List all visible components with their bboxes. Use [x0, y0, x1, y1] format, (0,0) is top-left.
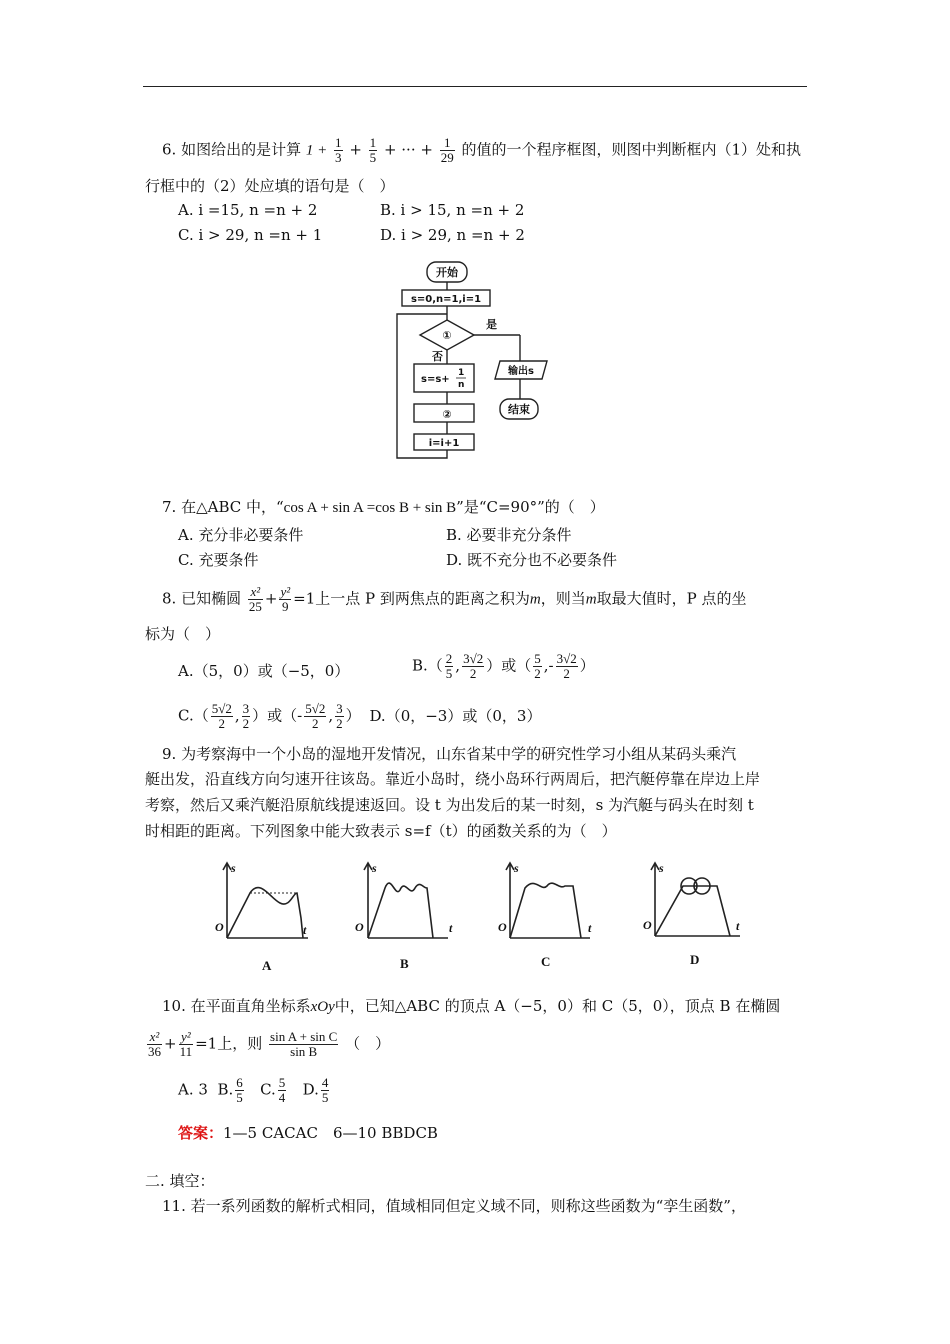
graph-d-t-label: t [736, 919, 740, 933]
q8-stem-e: 标为（ ） [145, 625, 221, 643]
q9-line-2: 艇出发，沿直线方向匀速开往该岛。靠近小岛时，绕小岛环行两周后，把汽艇停靠在岸边上岸 [145, 770, 761, 788]
graph-c-s-label: s [514, 861, 519, 875]
q7-option-c: C. 充要条件 [178, 551, 259, 569]
q6-option-a: A. i =15, n =n + 2 [178, 201, 318, 219]
section-2-title: 二. 填空： [145, 1172, 215, 1190]
q6-expr-one: 1 + [305, 142, 328, 159]
header-rule [143, 86, 807, 87]
q8-frac-y: $\frac{\text{y²}}{9}$ [280, 584, 291, 614]
flow-assign-frac-d: n [458, 380, 465, 390]
q6-stem: 6. 如图给出的是计算 1 + $\frac{1}{3}$ + $\frac{1}{5}$ + ··· + $\frac{1}{29}$ 的值的一个程序框图，则图中判断框内（1）处和执 [162, 135, 802, 165]
q6-option-c: C. i > 29, n =n + 1 [178, 226, 323, 244]
flow-incr-text: i=i+1 [428, 438, 460, 449]
graph-d-caption: D [690, 952, 700, 967]
answer-text: 1—5 CACAC 6—10 BBDCB [223, 1124, 438, 1142]
q7-option-d: D. 既不充分也不必要条件 [446, 551, 618, 569]
graph-c-origin: O [498, 920, 507, 934]
flow-assign-frac-n: 1 [458, 368, 465, 378]
graph-d [651, 863, 740, 936]
q8-stem: 8. 已知椭圆 $\frac{\text{x²}}{25}$ + $\frac{\text{y²}}{9}$ =1上一点 P 到两焦点的距离之积为m，则当m取最大值时，P 点的坐 [162, 584, 747, 614]
q10-stem: 10. 在平面直角坐标系xOy中，已知△ABC 的顶点 A（−5，0）和 C（5，0），顶点 B 在椭圆 [162, 997, 781, 1015]
answer-line [178, 1122, 438, 1144]
answer-label: 答案： [178, 1124, 224, 1142]
flow-assign-text: s=s+ [421, 374, 450, 385]
q9-line-1: 9. 为考察海中一个小岛的湿地开发情况，山东省某中学的研究性学习小组从某码头乘汽 [162, 745, 737, 763]
flow-cond-text: ① [442, 329, 452, 342]
q10-ratio: $\frac{\text{sin A + sin C}}{\text{sin B}}$ [270, 1029, 338, 1059]
q8-option-d: D.（0，−3）或（0，3） [369, 706, 542, 725]
q8-option-b: B.（ $\frac{2}{5}$ , $\frac{3√2}{2}$ ）或（ $\frac{5}{2}$ ,- $\frac{3√2}{2}$ ） [412, 651, 595, 681]
graph-c-t-label: t [588, 921, 592, 935]
flow-yes-text: 是 [486, 318, 497, 331]
q10-stem-2: $\frac{\text{x²}}{36}$ + $\frac{\text{y²}}{11}$ =1上，则 $\frac{\text{sin A + sin C}}{\text{sin B}}$ （ ） [148, 1029, 391, 1059]
q6-option-b: B. i > 15, n =n + 2 [380, 201, 525, 219]
q9-line-4: 时相距的距离。下列图象中能大致表示 s=f（t）的函数关系的为（ ） [145, 822, 617, 840]
q7-option-a: A. 充分非必要条件 [178, 526, 304, 544]
q11-stem: 11. 若一系列函数的解析式相同，值域相同但定义域不同，则称这些函数为“孪生函数”， [162, 1197, 746, 1215]
graph-c-caption: C [541, 954, 551, 969]
graph-b-origin: O [355, 920, 364, 934]
q6-flowchart [392, 258, 562, 464]
graph-d-origin: O [643, 918, 652, 932]
graph-a-t-label: t [303, 923, 307, 937]
q6-stem-a: 6. 如图给出的是计算 [162, 140, 302, 159]
q6-option-d: D. i > 29, n =n + 2 [380, 226, 525, 244]
q10-options: A. 3 B. $\frac{6}{5}$ C. $\frac{5}{4}$ D. $\frac{4}{5}$ [178, 1075, 329, 1105]
flow-init-text: s=0,n=1,i=1 [410, 294, 482, 305]
q9-line-3: 考察，然后又乘汽艇沿原航线提速返回。设 t 为出发后的某一时刻，s 为汽艇与码头在时刻 t [145, 796, 754, 814]
graph-a-s-label: s [231, 861, 236, 875]
q7-option-b: B. 必要非充分条件 [446, 526, 572, 544]
q8-option-c: C.（ $\frac{5√2}{2}$ , $\frac{3}{2}$ ）或（- $\frac{5√2}{2}$ , $\frac{3}{2}$ ） D.（0，−3）或（0，3） [178, 701, 542, 731]
graph-b-t-label: t [449, 921, 453, 935]
flow-end-text: 结束 [508, 403, 530, 416]
q7-stem: 7. 在△ABC 中，“cos A + sin A =cos B + sin B”是“C=90°”的（ ） [162, 498, 605, 516]
graph-a [223, 863, 308, 938]
q6-frac-1-29: $\frac{1}{29}$ [440, 135, 454, 165]
q9-graphs [205, 858, 750, 978]
graph-d-s-label: s [659, 861, 664, 875]
flow-no-text: 否 [432, 350, 443, 363]
q8-option-a: A.（5，0）或（−5，0） [178, 662, 350, 680]
flow-output-text: 输出s [508, 366, 534, 377]
graph-b-caption: B [400, 956, 409, 971]
q6-stem-c: 行框中的（2）处应填的语句是（ ） [145, 177, 395, 195]
q7-expr: cos A + sin A =cos B + sin B [283, 500, 457, 516]
graph-a-caption: A [262, 958, 272, 973]
graph-a-origin: O [215, 920, 224, 934]
q6-frac-1-3: $\frac{1}{3}$ [335, 135, 342, 165]
graph-b-s-label: s [372, 861, 377, 875]
flow-start-text: 开始 [436, 266, 458, 279]
q8-frac-x: $\frac{\text{x²}}{25}$ [248, 584, 262, 614]
q6-frac-1-5: $\frac{1}{5}$ [369, 135, 377, 165]
flow-step2-text: ② [442, 408, 452, 421]
q6-stem-b: 的值的一个程序框图，则图中判断框内（1）处和执 [461, 140, 802, 159]
